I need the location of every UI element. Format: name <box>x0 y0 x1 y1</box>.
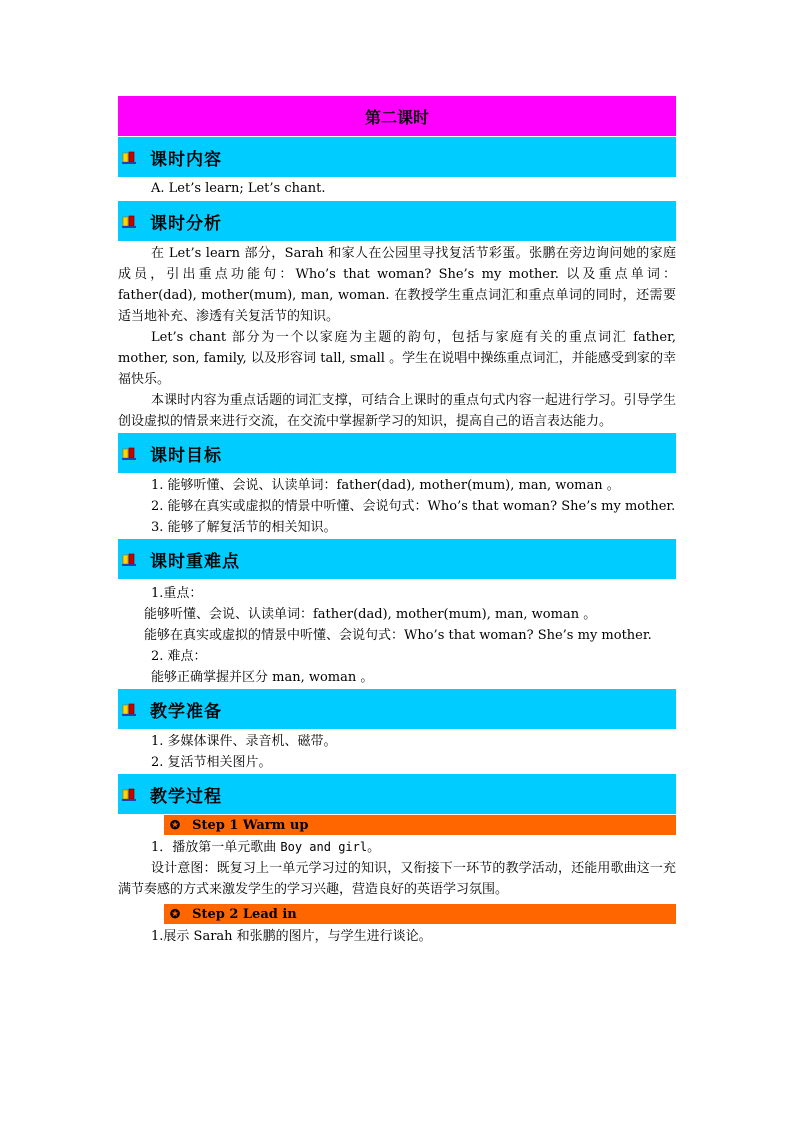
section-header-analysis <box>118 200 676 241</box>
section-heading: 课时目标 <box>150 445 222 466</box>
keypoint-label-1: 1.重点： <box>151 586 203 601</box>
step2-item-1: 1.展示 Sarah 和张鹏的图片，与学生进行谈论。 <box>151 929 432 944</box>
section-heading: 课时重难点 <box>150 551 240 572</box>
keypoint-item-1: 能够听懂、会说、认读单词：father(dad), mother(mum), man, woman 。 <box>144 607 597 622</box>
book-stack-icon <box>122 702 136 716</box>
step1-text-pre: 1．播放第一单元歌曲 <box>151 840 281 855</box>
analysis-paragraph-1: 在 Let’s learn 部分，Sarah 和家人在公园里寻找复活节彩蛋。张鹏在旁边询问她的家庭成员，引出重点功能句：Who’s that woman? She’s my mother. 以及重点单词：father(dad), mother(mum), man, woman. 在教授学生重点词汇和重点单词的同时，还需要适当地补充、渗透有关复活节的知识。 <box>118 246 676 324</box>
section-header-keypoints <box>118 538 676 579</box>
star-circle-icon: ✪ <box>170 907 181 921</box>
step-title: Step 2 Lead in <box>192 906 297 922</box>
step-header-2 <box>164 904 676 924</box>
section-header-process <box>118 773 676 814</box>
keypoint-label-2: 2. 难点： <box>151 649 207 664</box>
goal-item-3: 3. 能够了解复活节的相关知识。 <box>151 520 337 535</box>
section-header-prep <box>118 688 676 729</box>
book-stack-icon <box>122 214 136 228</box>
section-heading: 课时内容 <box>150 149 222 170</box>
keypoint-item-3: 能够正确掌握并区分 man, woman 。 <box>151 670 374 685</box>
page-title: 第二课时 <box>118 96 676 136</box>
prep-item-2: 2. 复活节相关图片。 <box>151 755 272 770</box>
goal-item-1: 1. 能够听懂、会说、认读单词：father(dad), mother(mum), man, woman 。 <box>151 478 620 493</box>
book-stack-icon <box>122 446 136 460</box>
section-heading: 课时分析 <box>150 213 222 234</box>
section-heading: 教学准备 <box>150 701 222 722</box>
section-heading: 教学过程 <box>150 786 222 807</box>
analysis-paragraph-3: 本课时内容为重点话题的词汇支撑，可结合上课时的重点句式内容一起进行学习。引导学生创设虚拟的情景来进行交流，在交流中掌握新学习的知识，提高自己的语言表达能力。 <box>118 393 676 429</box>
step1-design-intent: 设计意图：既复习上一单元学习过的知识，又衔接下一环节的教学活动，还能用歌曲这一充满节奏感的方式来激发学生的学习兴趣，营造良好的英语学习氛围。 <box>118 861 676 897</box>
step1-item-1 <box>118 837 676 858</box>
star-circle-icon: ✪ <box>170 818 181 832</box>
goal-item-2: 2. 能够在真实或虚拟的情景中听懂、会说句式：Who’s that woman? She’s my mother. <box>151 499 676 514</box>
analysis-paragraph-2: Let’s chant 部分为一个以家庭为主题的韵句，包括与家庭有关的重点词汇 father, mother, son, family, 以及形容词 tall, small 。学生在说唱中操练重点词汇，并能感受到家的幸福快乐。 <box>118 330 676 387</box>
step1-text-post: 。 <box>367 840 381 855</box>
step-title: Step 1 Warm up <box>192 817 309 833</box>
lesson-plan-page <box>118 96 676 947</box>
book-stack-icon <box>122 552 136 566</box>
section-header-goals <box>118 432 676 473</box>
book-stack-icon <box>122 787 136 801</box>
content-line: A. Let’s learn; Let’s chant. <box>151 181 326 196</box>
song-name: Boy and girl <box>280 840 368 854</box>
prep-item-1: 1. 多媒体课件、录音机、磁带。 <box>151 734 337 749</box>
step-header-1 <box>164 815 676 835</box>
keypoint-item-2: 能够在真实或虚拟的情景中听懂、会说句式：Who’s that woman? She’s my mother. <box>144 628 652 643</box>
book-stack-icon <box>122 150 136 164</box>
section-header-content <box>118 136 676 177</box>
